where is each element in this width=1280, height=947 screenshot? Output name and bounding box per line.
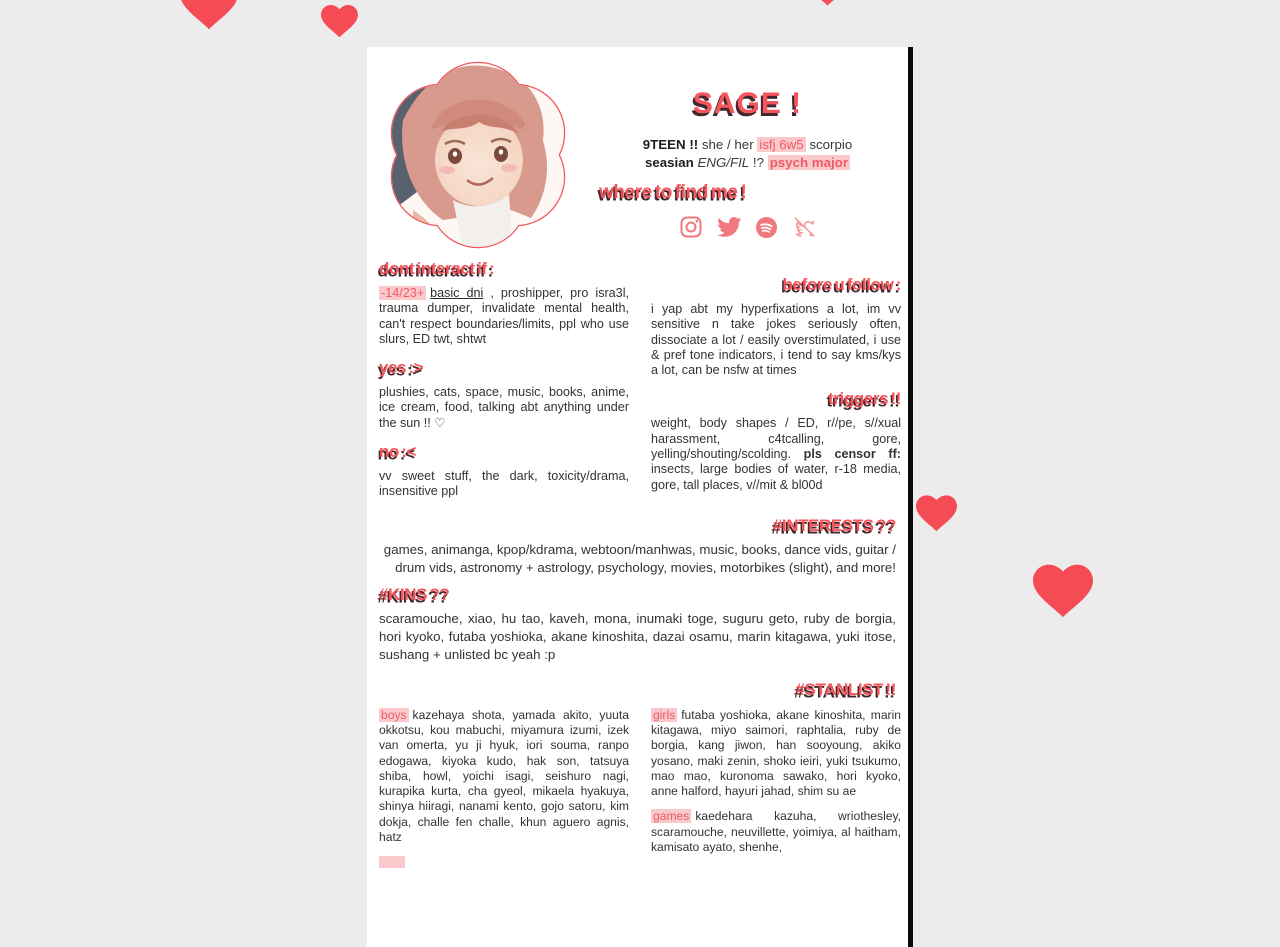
censor-note: pls censor ff:	[803, 447, 901, 462]
mbti-highlight: isfj 6w5	[759, 137, 804, 152]
no-body: vv sweet stuff, the dark, toxicity/drama, insensitive ppl	[379, 469, 629, 499]
info-columns	[379, 259, 901, 500]
interests-heading: #INTERESTS ??	[772, 515, 896, 535]
triggers-body: weight, body shapes / ED, r//pe, s//xual harassment, c4tcalling, gore, yelling/shouting/scolding. pls censor ff: insects, large bodies of water, r-18 media, gore, tall places, v//mit & bl00d	[651, 416, 901, 492]
heart-icon	[180, 0, 238, 30]
spotify-icon[interactable]	[755, 216, 778, 239]
stanlist-left-column	[379, 708, 629, 874]
right-column	[651, 275, 901, 500]
header	[379, 59, 896, 250]
girls-label: girls	[653, 707, 676, 722]
next-category-label	[379, 856, 405, 868]
kins-section	[379, 585, 896, 664]
crossed-bird-icon[interactable]	[791, 214, 817, 240]
basic-dni-link[interactable]: basic dni	[430, 286, 484, 300]
instagram-icon[interactable]	[679, 215, 703, 239]
page-title: SAGE !	[692, 87, 803, 120]
heart-icon	[321, 2, 358, 38]
interests-body: games, animanga, kpop/kdrama, webtoon/manhwas, music, books, dance vids, guitar / drum vids, astronomy + astrology, psychology, movies, motorbikes (slight), and more!	[383, 541, 896, 575]
interests-section	[379, 516, 896, 577]
stanlist-heading: #STANLIST !!	[795, 679, 896, 699]
age-text: 9TEEN !!	[642, 137, 699, 152]
region-text: seasian	[644, 154, 698, 170]
stanlist-right-column	[651, 708, 901, 874]
no-heading: no :<	[379, 442, 417, 462]
triggers-heading: triggers !!	[828, 389, 901, 409]
profile-card	[367, 47, 913, 947]
stanlist-columns	[379, 707, 901, 874]
left-column	[379, 259, 629, 500]
before-follow-heading: before u follow :	[782, 275, 901, 294]
age-range-highlight: -14/23+	[381, 286, 425, 300]
kins-heading: #KINS ??	[379, 584, 450, 604]
heart-icon	[1033, 560, 1093, 618]
dont-interact-heading: dont interact if :	[379, 259, 495, 278]
twitter-icon[interactable]	[716, 214, 742, 240]
major-highlight: psych major	[769, 154, 849, 170]
heart-icon	[812, 0, 843, 6]
girls-list: girls futaba yoshioka, akane kinoshita, marin kitagawa, miyo saimori, raphtalia, ruby de borgia, kang jiwon, han sooyoung, akiko yosano, maki zenin, shoko ieiri, yuki tsukumo, mao mao, kuronoma sawako, hori kyoko, anne halford, hayuri jahad, shim su ae	[651, 707, 901, 799]
social-links	[599, 214, 896, 240]
boys-list: boys kazehaya shota, yamada akito, yuuta okkotsu, kou mabuchi, miyamura izumi, izek van omerta, yu ji hyuk, iori souma, ranpo edogawa, kiyoka kudo, hak son, tatsuya shiba, howl, yoichi isagi, seishuro nagi, kurapika kurta, cha gyeol, mikaela hyakuya, shinya hiiragi, nanami kento, gojo satoru, kim dokja, challe fen challe, khun aguero agnis, hatz	[379, 707, 629, 845]
boys-label: boys	[381, 707, 407, 722]
kins-body: scaramouche, xiao, hu tao, kaveh, mona, inumaki toge, suguru geto, ruby de borgia, hori kyoko, futaba yoshioka, akane kinoshita, dazai osamu, marin kitagawa, yuki itose, sushang + unlisted bc yeah :p	[379, 610, 896, 662]
yes-heading: yes :>	[379, 358, 424, 378]
dont-interact-body: -14/23+ basic dni , proshipper, pro isra3l, trauma dumper, invalidate mental health, can't respect boundaries/limits, ppl who use slurs, ED twt, shtwt	[379, 286, 629, 346]
games-list: games kaedehara kazuha, wriothesley, scaramouche, neuvillette, yoimiya, al haitham, kamisato ayato, shenhe,	[651, 809, 901, 855]
heart-icon	[916, 492, 957, 532]
games-label: games	[653, 809, 690, 824]
bio-line-1: 9TEEN !! she / her isfj 6w5 scorpio	[642, 137, 853, 152]
avatar	[379, 59, 579, 250]
bio-line-2: seasian ENG/FIL !? psych major	[644, 154, 849, 170]
language-text: ENG/FIL	[697, 154, 750, 170]
yes-body: plushies, cats, space, music, books, anime, ice cream, food, talking abt anything under the sun !! ♡	[379, 385, 629, 430]
before-follow-body: i yap abt my hyperfixations a lot, im vv sensitive n take jokes seriously often, dissociate a lot / easily overstimulated, i use & pref tone indicators, i tend to say kms/kys a lot, can be nsfw at times	[651, 302, 901, 378]
header-info	[579, 59, 896, 250]
find-me-heading: where to find me !	[599, 182, 747, 203]
